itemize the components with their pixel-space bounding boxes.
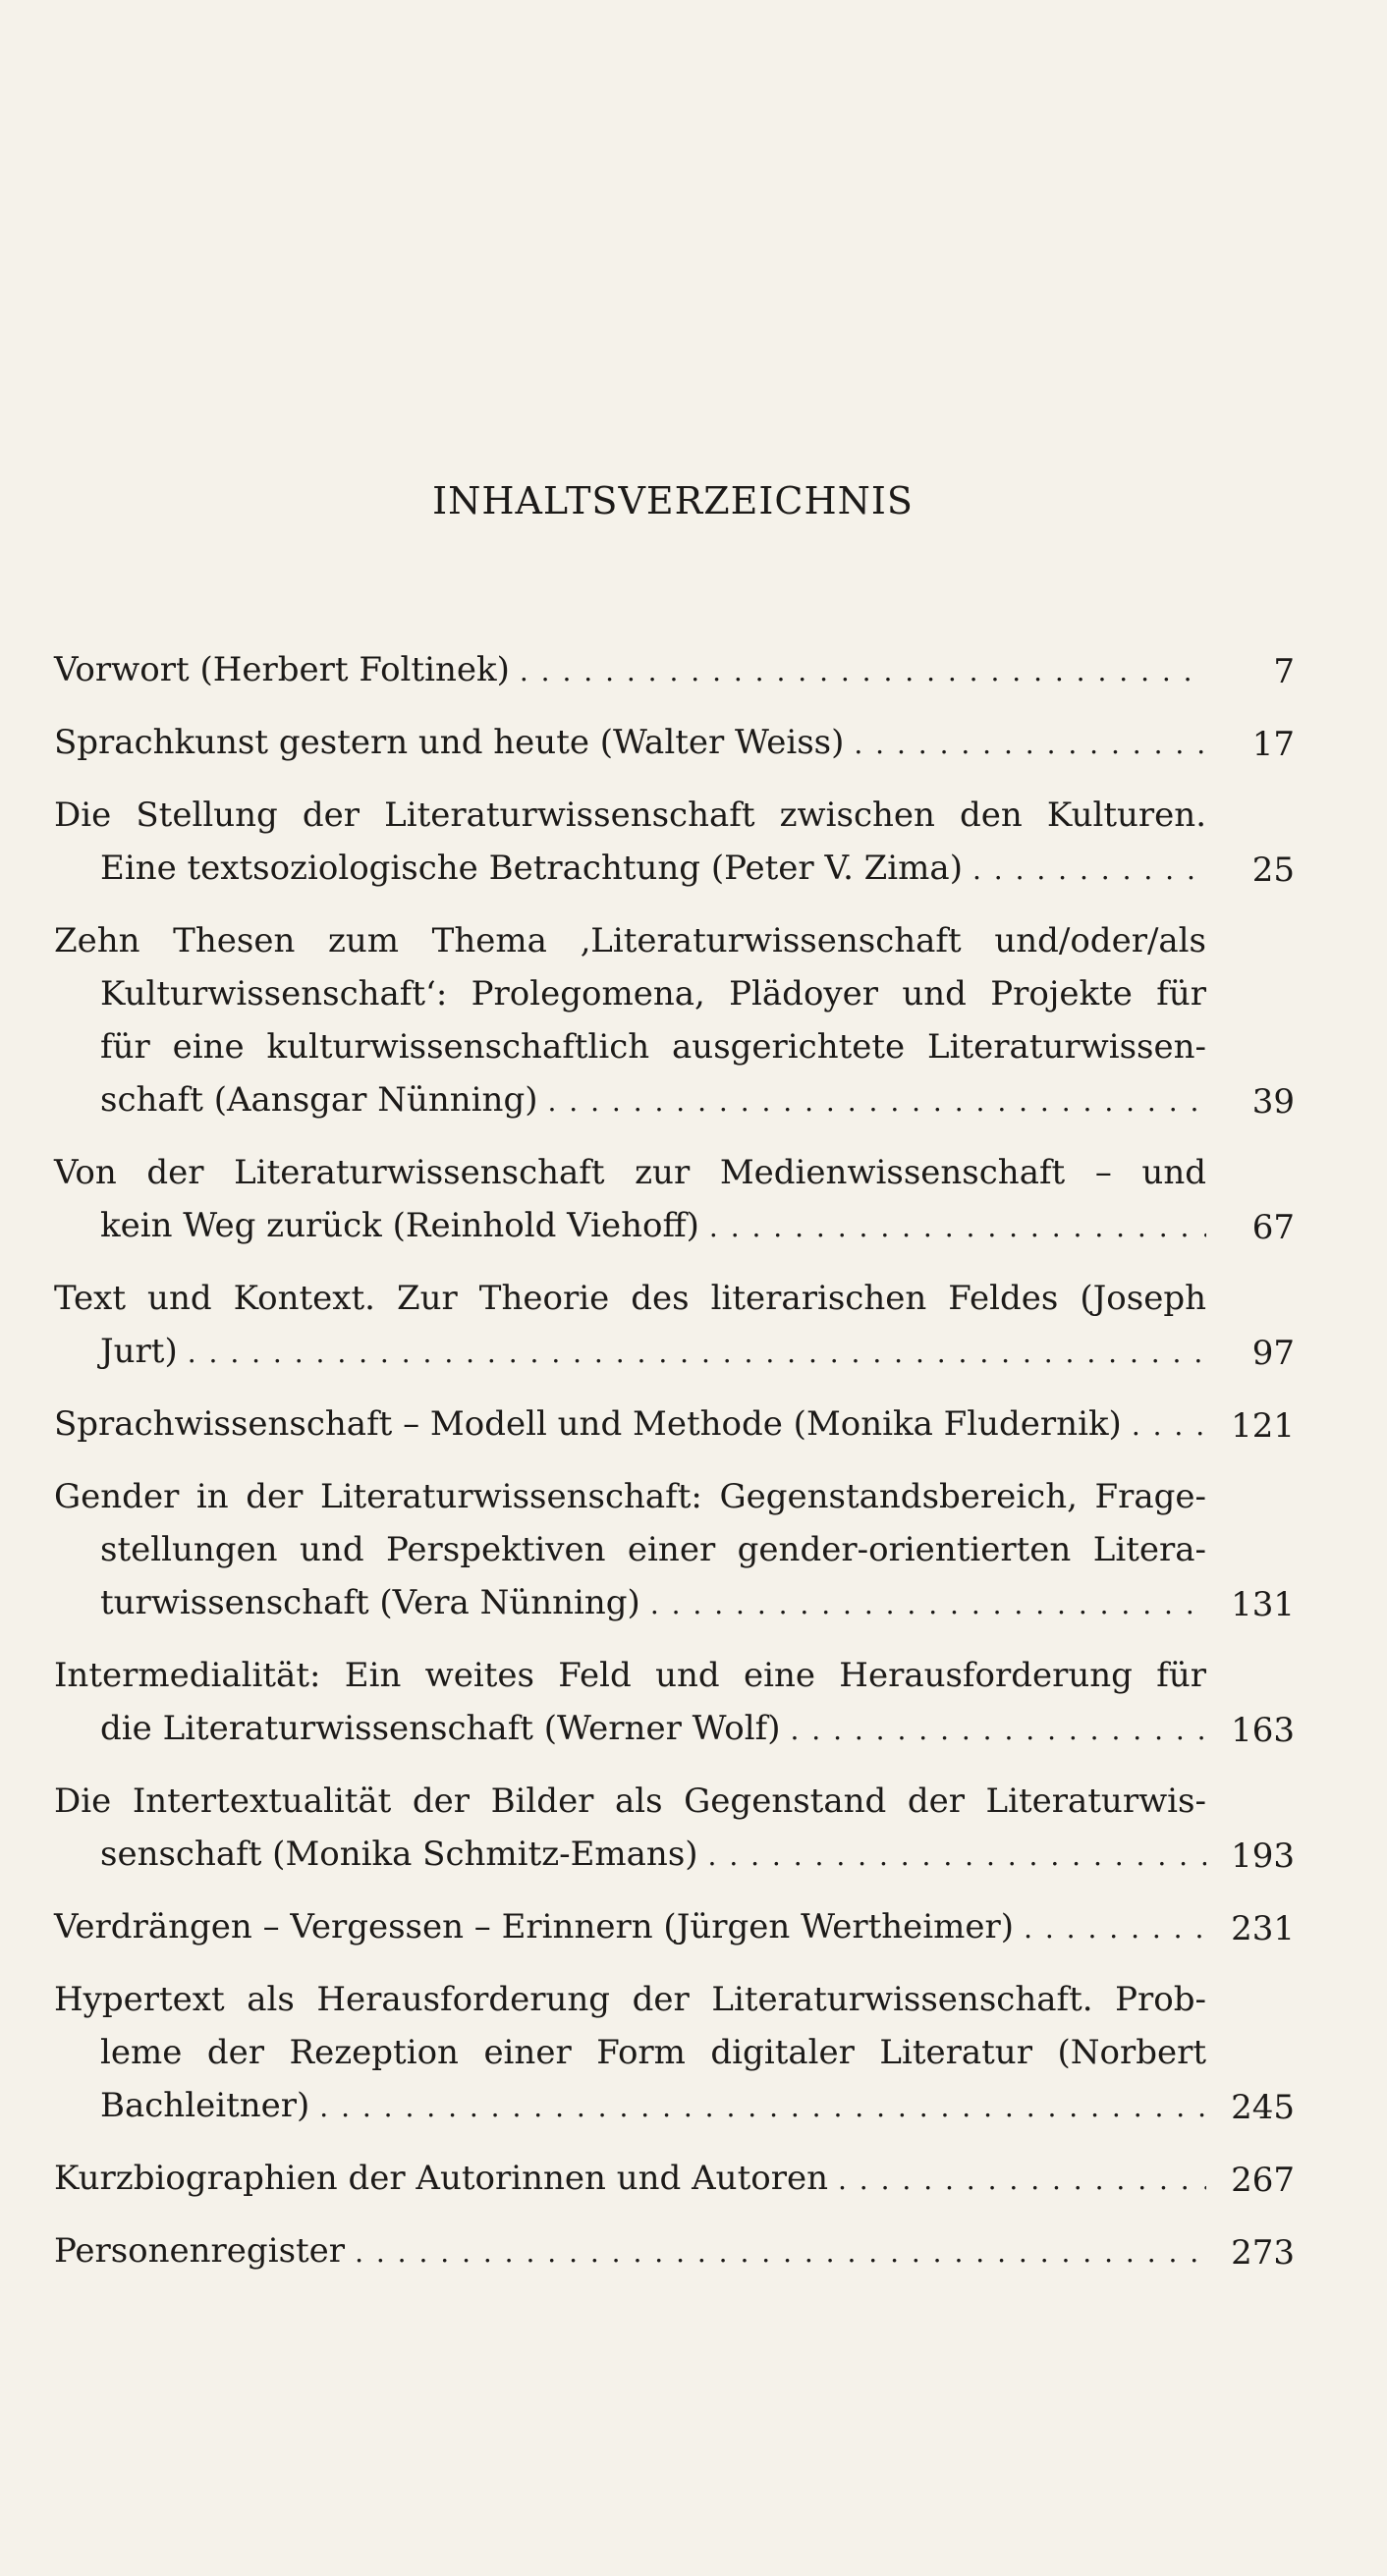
toc-entry-line: Personenregister xyxy=(54,2231,346,2271)
toc-entry-line: Die Stellung der Literaturwissenschaft zwischen den Kulturen. xyxy=(54,795,1206,835)
toc-page-number: 121 xyxy=(1231,1406,1295,1446)
toc-entry-text xyxy=(54,1146,1295,1254)
toc-entry xyxy=(54,1272,1295,1380)
toc-entry-line: für eine kulturwissenschaftlich ausgerichtete Literaturwissen- xyxy=(100,1027,1206,1067)
toc-entry-line: Kulturwissenschaft‘: Prolegomena, Plädoyer und Projekte für xyxy=(100,974,1206,1014)
toc-page-number: 267 xyxy=(1231,2161,1295,2200)
toc-page-number: 39 xyxy=(1251,1082,1295,1122)
toc-entry-line: Sprachkunst gestern und heute (Walter Weiss) xyxy=(54,723,845,762)
toc-entry-line: Hypertext als Herausforderung der Literaturwissenschaft. Prob- xyxy=(54,1980,1206,2019)
toc-entry xyxy=(54,643,1295,698)
toc-page-number: 245 xyxy=(1231,2088,1295,2127)
page-title: INHALTSVERZEICHNIS xyxy=(432,479,914,522)
toc-entry-line: Kurzbiographien der Autorinnen und Autoren xyxy=(54,2159,828,2198)
toc-entry-line: Sprachwissenschaft – Modell und Methode (Monika Fludernik) xyxy=(54,1404,1122,1444)
toc-entry-line: kein Weg zurück (Reinhold Viehoff) xyxy=(100,1206,699,1245)
toc-entry-line: Zehn Thesen zum Thema ‚Literaturwissenschaft und/oder/als xyxy=(54,921,1206,960)
dot-leader xyxy=(520,645,1206,698)
toc-entry-line: leme der Rezeption einer Form digitaler Literatur (Norbert xyxy=(100,2033,1206,2072)
dot-leader xyxy=(838,2154,1206,2207)
toc-entry-line: die Literaturwissenschaft (Werner Wolf) xyxy=(100,1709,781,1748)
toc-page-number: 67 xyxy=(1251,1208,1295,1247)
toc-page-number: 163 xyxy=(1231,1711,1295,1750)
toc-page-number: 131 xyxy=(1231,1585,1295,1624)
toc-entry-line: senschaft (Monika Schmitz-Emans) xyxy=(100,1835,698,1874)
toc-entry xyxy=(54,716,1295,771)
toc-entry-text xyxy=(54,1649,1295,1757)
toc-entry xyxy=(54,1775,1295,1883)
dot-leader xyxy=(355,2226,1206,2279)
toc-page-number: 97 xyxy=(1251,1334,1295,1373)
toc-entry xyxy=(54,1900,1295,1955)
toc-entry-text xyxy=(54,1973,1295,2134)
toc-page-number: 193 xyxy=(1231,1836,1295,1876)
toc-entry-line: Verdrängen – Vergessen – Erinnern (Jürgen Wertheimer) xyxy=(54,1907,1015,1946)
toc-entry-line: Die Intertextualität der Bilder als Gegenstand der Literaturwis- xyxy=(54,1781,1206,1821)
toc-entry xyxy=(54,914,1295,1128)
toc-page-number: 231 xyxy=(1231,1909,1295,1948)
toc-entry-line: Intermedialität: Ein weites Feld und eine Herausforderung für xyxy=(54,1656,1206,1695)
toc-entry xyxy=(54,789,1295,897)
toc-entry-line: Bachleitner) xyxy=(100,2086,310,2125)
toc-entry-line: Vorwort (Herbert Foltinek) xyxy=(54,650,510,689)
toc-entry-text xyxy=(54,914,1295,1128)
dot-leader xyxy=(972,844,1206,897)
toc-entry-text xyxy=(54,1398,1295,1452)
toc-page-number: 25 xyxy=(1251,850,1295,890)
toc-entry xyxy=(54,1470,1295,1631)
toc-entry-line: Gender in der Literaturwissenschaft: Gegenstandsbereich, Frage- xyxy=(54,1477,1206,1516)
dot-leader xyxy=(1132,1399,1206,1452)
toc-entry-text xyxy=(54,1900,1295,1955)
toc-entry xyxy=(54,1398,1295,1452)
toc-page-number: 7 xyxy=(1273,652,1295,691)
toc-entry xyxy=(54,1146,1295,1254)
toc-entry-text xyxy=(54,643,1295,698)
toc-page-number: 273 xyxy=(1231,2233,1295,2273)
dot-leader xyxy=(708,1830,1206,1883)
toc-page-number: 17 xyxy=(1251,725,1295,764)
dot-leader xyxy=(790,1704,1206,1757)
dot-leader xyxy=(650,1578,1206,1631)
toc-entry-text xyxy=(54,1775,1295,1883)
toc-entry-line: stellungen und Perspektiven einer gender-orientierten Litera- xyxy=(100,1530,1206,1569)
toc-entry-line: Text und Kontext. Zur Theorie des literarischen Feldes (Joseph xyxy=(54,1279,1206,1318)
toc-entry xyxy=(54,2152,1295,2207)
toc-entry-line: schaft (Aansgar Nünning) xyxy=(100,1080,538,1120)
toc-entry xyxy=(54,2224,1295,2279)
dot-leader xyxy=(854,718,1206,771)
dot-leader xyxy=(319,2081,1206,2134)
dot-leader xyxy=(548,1075,1207,1128)
toc-entry-line: Jurt) xyxy=(100,1332,178,1371)
toc-entry-text xyxy=(54,1272,1295,1380)
toc-entry-text xyxy=(54,2224,1295,2279)
dot-leader xyxy=(188,1327,1206,1380)
toc-entry-line: Eine textsoziologische Betrachtung (Peter V. Zima) xyxy=(100,849,963,888)
toc-entry-line: turwissenschaft (Vera Nünning) xyxy=(100,1583,640,1622)
toc-entry xyxy=(54,1649,1295,1757)
dot-leader xyxy=(1024,1902,1206,1955)
toc-entry-text xyxy=(54,2152,1295,2207)
toc-entry xyxy=(54,1973,1295,2134)
toc-entry-text xyxy=(54,789,1295,897)
dot-leader xyxy=(709,1201,1206,1254)
toc-entry-text xyxy=(54,1470,1295,1631)
table-of-contents xyxy=(54,643,1295,2279)
toc-entry-text xyxy=(54,716,1295,771)
toc-entry-line: Von der Literaturwissenschaft zur Medienwissenschaft – und xyxy=(54,1153,1206,1192)
